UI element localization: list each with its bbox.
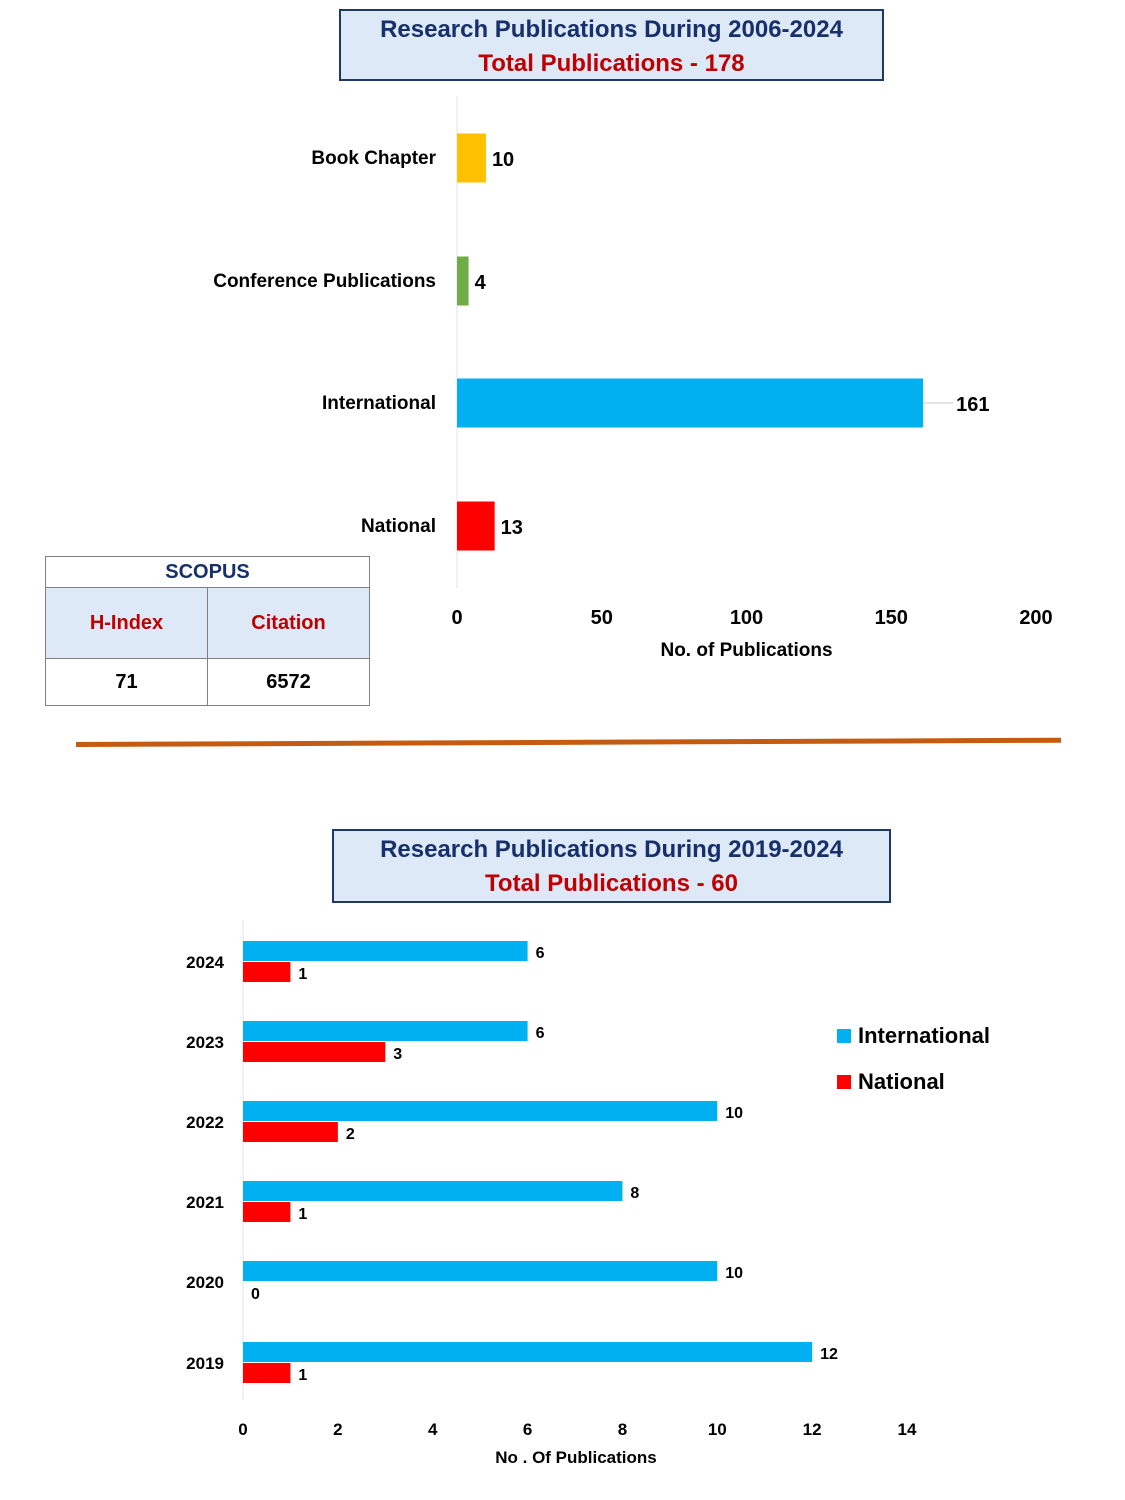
chart1-data-label: 10 (491, 149, 515, 171)
h-index-label: H-Index (46, 588, 208, 659)
chart2-x-tick-label: 12 (802, 1420, 822, 1439)
chart2-category-label: 2024 (186, 953, 224, 972)
chart1-category-label: Conference Publications (213, 271, 436, 292)
legend-swatch-national (837, 1075, 851, 1089)
chart1-data-label: 4 (474, 272, 486, 294)
chart2-data-label: 1 (298, 966, 308, 983)
chart2-category-label: 2021 (186, 1193, 224, 1212)
chart2-data-label: 2 (345, 1126, 355, 1143)
chart2-data-label: 8 (630, 1185, 640, 1202)
chart2-bar-international (243, 941, 528, 961)
chart2-data-label: 1 (298, 1206, 308, 1223)
chart2-bar-national (243, 1042, 385, 1062)
scopus-heading: SCOPUS (46, 557, 370, 588)
chart2-x-tick-label: 6 (522, 1420, 533, 1439)
chart2-category-label: 2019 (186, 1354, 224, 1373)
h-index-value: 71 (46, 659, 208, 706)
chart1-x-tick-label: 0 (451, 607, 463, 629)
chart1-x-tick-label: 100 (729, 607, 764, 629)
chart2-bar-national (243, 962, 290, 982)
chart2-category-label: 2023 (186, 1033, 224, 1052)
chart1-data-label: 161 (956, 394, 990, 416)
chart2-data-label: 3 (393, 1046, 403, 1063)
legend-swatch-international (837, 1029, 851, 1043)
chart1-subtitle: Total Publications - 178 (478, 50, 745, 77)
chart2-data-label: 1 (298, 1367, 308, 1384)
chart2-title: Research Publications During 2019-2024 (380, 836, 843, 863)
chart2-bar-national (243, 1122, 338, 1142)
chart2-bar-international (243, 1021, 528, 1041)
chart2-subtitle: Total Publications - 60 (485, 870, 738, 897)
chart2-bar-national (243, 1363, 290, 1383)
chart2-x-tick-label: 8 (617, 1420, 628, 1439)
chart2-data-label: 10 (725, 1265, 744, 1282)
chart2-category-label: 2022 (186, 1113, 224, 1132)
chart1-x-axis-title: No. of Publications (660, 640, 833, 661)
chart2-x-tick-label: 4 (427, 1420, 438, 1439)
chart2-data-label: 6 (535, 945, 545, 962)
chart2-data-label: 6 (535, 1025, 545, 1042)
chart1-category-label: International (321, 393, 436, 414)
chart2-bar-international (243, 1101, 717, 1121)
chart2-data-label: 12 (820, 1346, 838, 1363)
chart2-data-label: 0 (251, 1286, 260, 1303)
chart1-title: Research Publications During 2006-2024 (380, 16, 843, 43)
citation-label: Citation (208, 588, 370, 659)
chart2-x-tick-label: 2 (333, 1420, 343, 1439)
legend-label-international: International (858, 1023, 991, 1048)
chart2-bar-international (243, 1261, 717, 1281)
chart2-x-tick-label: 14 (897, 1420, 917, 1439)
chart1-x-tick-label: 50 (590, 607, 613, 629)
chart1-x-tick-label: 200 (1019, 607, 1053, 629)
chart1-category-label: National (361, 516, 436, 537)
chart1-data-label: 13 (500, 517, 523, 539)
chart2-category-label: 2020 (186, 1273, 224, 1292)
chart2-bar-national (243, 1202, 290, 1222)
citation-value: 6572 (208, 659, 370, 706)
legend-label-national: National (858, 1069, 945, 1094)
chart2-x-tick-label: 0 (238, 1420, 248, 1439)
chart2-data-label: 10 (725, 1105, 744, 1122)
chart2-bar-international (243, 1181, 622, 1201)
chart1-category-label: Book Chapter (311, 148, 436, 169)
chart2-x-axis-title: No . Of Publications (495, 1448, 657, 1467)
chart2-bar-international (243, 1342, 812, 1362)
chart1-x-tick-label: 150 (874, 607, 908, 629)
chart2-x-tick-label: 10 (707, 1420, 727, 1439)
